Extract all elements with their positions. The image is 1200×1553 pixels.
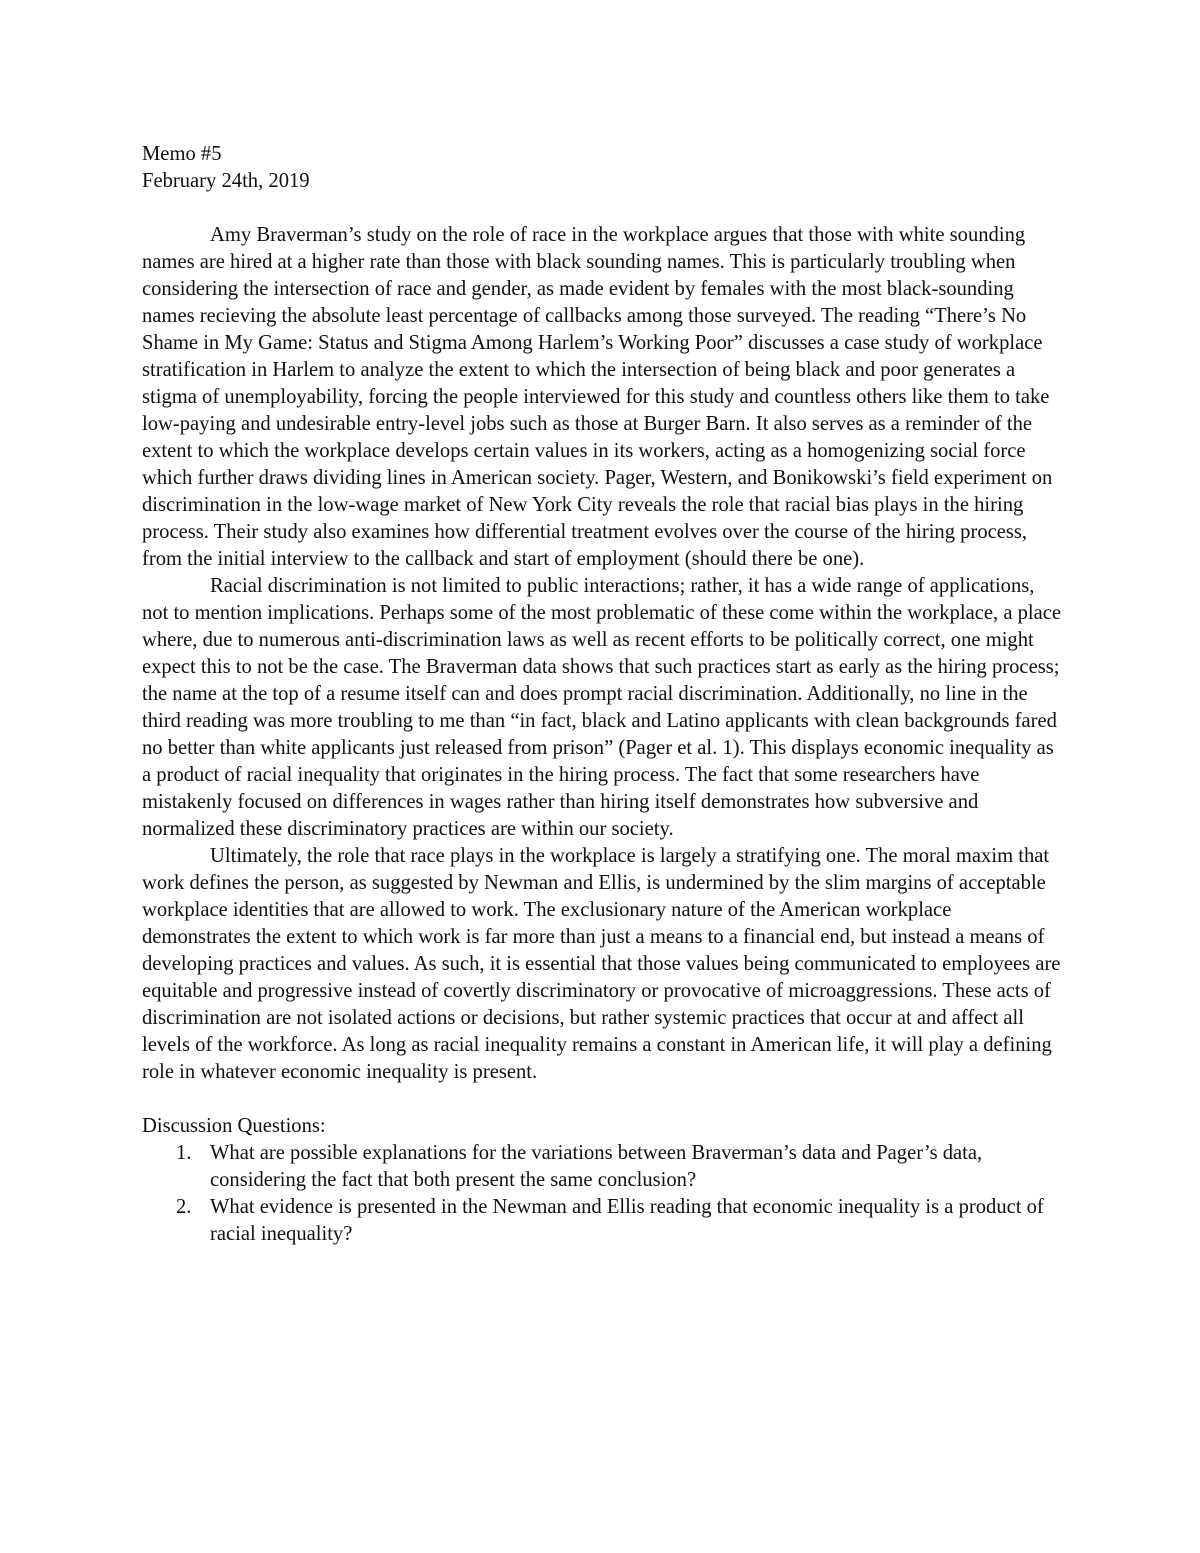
paragraph-1: Amy Braverman’s study on the role of race in the workplace argues that those with white sounding names are hired at a higher rate than those with black sounding names. This is particularly troubling when considering the intersection of race and gender, as made evident by females with the most black-sounding names recieving the absolute least percentage of callbacks among those surveyed. The reading “There’s No Shame in My Game: Status and Stigma Among Harlem’s Working Poor” discusses a case study of workplace stratification in Harlem to analyze the extent to which the intersection of being black and poor generates a stigma of unemployability, forcing the people interviewed for this study and countless others like them to take low-paying and undesirable entry-level jobs such as those at Burger Barn. It also serves as a reminder of the extent to which the workplace develops certain values in its workers, acting as a homogenizing social force which further draws dividing lines in American society. Pager, Western, and Bonikowski’s field experiment on discrimination in the low-wage market of New York City reveals the role that racial bias plays in the hiring process. Their study also examines how differential treatment evolves over the course of the hiring process, from the initial interview to the callback and start of employment (should there be one). — [142, 224, 1053, 570]
paragraph-3: Ultimately, the role that race plays in the workplace is largely a stratifying one. The moral maxim that work defines the person, as suggested by Newman and Ellis, is undermined by the slim margins of acceptable workplace identities that are allowed to work. The exclusionary nature of the American workplace demonstrates the extent to which work is far more than just a means to a financial end, but instead a means of developing practices and values. As such, it is essential that those values being communicated to employees are equitable and progressive instead of covertly discriminatory or provocative of microaggressions. These acts of discrimination are not isolated actions or decisions, but rather systemic practices that occur at and affect all levels of the workforce. As long as racial inequality remains a constant in American life, it will play a defining role in whatever economic inequality is present. — [142, 845, 1061, 1083]
list-item-number: 1. — [176, 1142, 192, 1164]
blank-line — [142, 195, 1062, 222]
blank-line — [142, 1086, 1062, 1113]
list-item — [142, 1140, 1062, 1194]
list-item-text: What evidence is presented in the Newman and Ellis reading that economic inequality is a product of racial inequality? — [210, 1196, 1044, 1245]
list-item-text: What are possible explanations for the variations between Braverman’s data and Pager’s data, considering the fact that both present the same conclusion? — [210, 1142, 983, 1191]
list-item-number: 2. — [176, 1196, 192, 1218]
paragraph-2: Racial discrimination is not limited to public interactions; rather, it has a wide range of applications, not to mention implications. Perhaps some of the most problematic of these come within the workplace, a place where, due to numerous anti-discrimination laws as well as recent efforts to be politically correct, one might expect this to not be the case. The Braverman data shows that such practices start as early as the hiring process; the name at the top of a resume itself can and does prompt racial discrimination. Additionally, no line in the third reading was more troubling to me than “in fact, black and Latino applicants with clean backgrounds fared no better than white applicants just released from prison” (Pager et al. 1). This displays economic inequality as a product of racial inequality that originates in the hiring process. The fact that some researchers have mistakenly focused on differences in wages rather than hiring itself demonstrates how subversive and normalized these discriminatory practices are within our society. — [142, 575, 1062, 840]
document-page — [142, 141, 1062, 1248]
discussion-questions-list — [142, 1140, 1062, 1248]
memo-title: Memo #5 — [142, 143, 222, 165]
discussion-questions-title: Discussion Questions: — [142, 1115, 326, 1137]
list-item — [142, 1194, 1062, 1248]
memo-date: February 24th, 2019 — [142, 170, 310, 192]
